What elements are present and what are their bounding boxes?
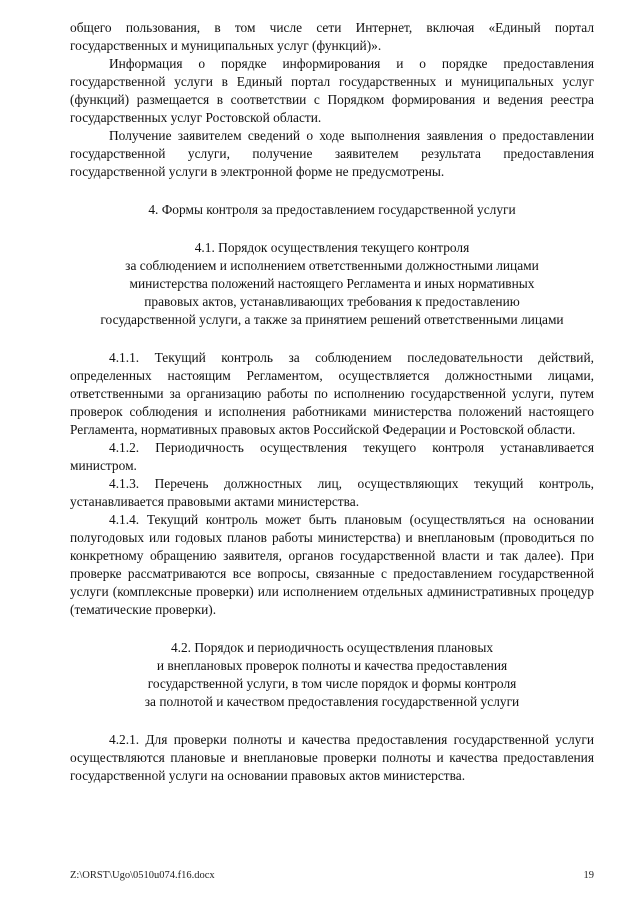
section-4-2-title-line: 4.2. Порядок и периодичность осуществления плановых xyxy=(170,640,494,655)
section-4-2-title-line: государственной услуги, в том числе порядок и формы контроля xyxy=(147,676,517,691)
paragraph-application-status: Получение заявителем сведений о ходе выполнения заявления о предоставлении государственной услуги, получение заявителем результата предоставления государственной услуги в электронной форме не предусмотрены. xyxy=(70,128,594,179)
paragraph-4-1-1: 4.1.1. Текущий контроль за соблюдением последовательности действий, определенных настоящим Регламентом, осуществляется должностными лицами, ответственными за организацию работы по исполнению государственной услуги, путем проверок соблюдения и исполнения работниками министерства положений настоящего Регламента, нормативных правовых актов Российской Федерации и Ростовской области. xyxy=(70,350,594,437)
spacer xyxy=(70,329,594,349)
spacer xyxy=(70,711,594,731)
paragraph-4-2-1: 4.2.1. Для проверки полноты и качества предоставления государственной услуги осуществляются плановые и внеплановые проверки полноты и качества предоставления государственной услуги на основании правовых актов министерства. xyxy=(70,732,594,783)
spacer xyxy=(70,619,594,639)
section-4-title: 4. Формы контроля за предоставлением государственной услуги xyxy=(148,202,516,217)
section-4-2-title-line: и внеплановых проверок полноты и качества предоставления xyxy=(156,658,508,673)
section-4-2-title xyxy=(70,639,594,711)
spacer xyxy=(70,181,594,201)
spacer xyxy=(70,219,594,239)
section-4-1-title-line: министерства положений настоящего Регламента и иных нормативных xyxy=(129,276,535,291)
paragraph-continuation: общего пользования, в том числе сети Интернет, включая «Единый портал государственных и муниципальных услуг (функций)». xyxy=(70,20,594,53)
section-4-1-title-line: государственной услуги, а также за принятием решений ответственными лицами xyxy=(100,312,564,327)
section-4-1-title-line: за соблюдением и исполнением ответственными должностными лицами xyxy=(125,258,539,273)
paragraph-4-1-4: 4.1.4. Текущий контроль может быть плановым (осуществляться на основании полугодовых или годовых планов работы министерства) и внеплановым (проводиться по конкретному обращению заявителя, органов государственной власти и так далее). При проверке рассматриваются все вопросы, связанные с предоставлением государственной услуги (комплексные проверки) или исполнением отдельных административных процедур (тематические проверки). xyxy=(70,512,594,617)
paragraph-4-1-2: 4.1.2. Периодичность осуществления текущего контроля устанавливается министром. xyxy=(70,440,594,473)
page-number: 19 xyxy=(583,870,594,881)
file-path: Z:\ORST\Ugo\0510u074.f16.docx xyxy=(70,870,215,881)
page-content xyxy=(70,19,594,785)
section-4-1-title-line: правовых актов, устанавливающих требования к предоставлению xyxy=(144,294,520,309)
section-4-1-title-line: 4.1. Порядок осуществления текущего контроля xyxy=(194,240,470,255)
paragraph-portal-info: Информация о порядке информирования и о порядке предоставления государственной услуги в Единый портал государственных и муниципальных услуг (функций) размещается в соответствии с Порядком формирования и ведения реестра государственных услуг Ростовской области. xyxy=(70,56,594,125)
section-4-2-title-line: за полнотой и качеством предоставления государственной услуги xyxy=(144,694,520,709)
paragraph-4-1-3: 4.1.3. Перечень должностных лиц, осуществляющих текущий контроль, устанавливается правовыми актами министерства. xyxy=(70,476,594,509)
section-4-1-title xyxy=(70,239,594,329)
